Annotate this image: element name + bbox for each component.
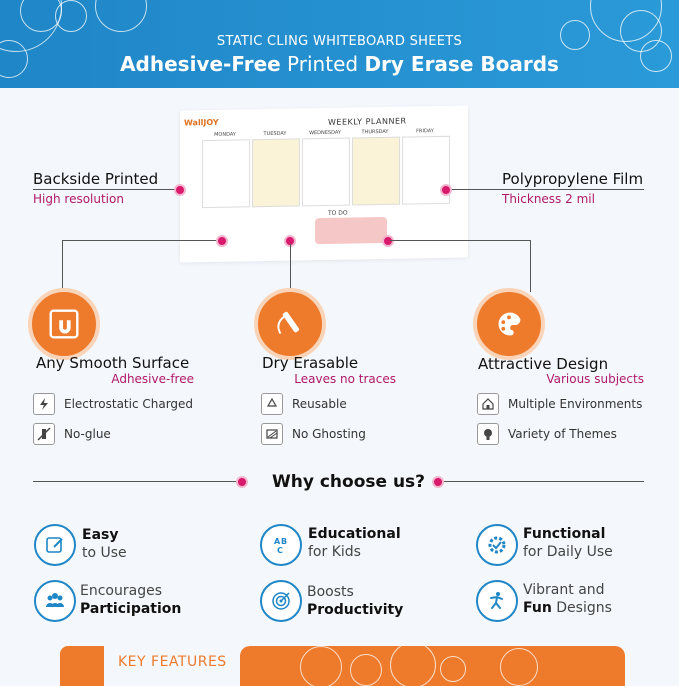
target-icon	[260, 580, 302, 622]
abc-blocks-icon	[260, 524, 302, 566]
wipe-icon	[261, 423, 283, 445]
recycle-icon	[261, 393, 283, 415]
gear-check-icon	[476, 524, 518, 566]
planner-day: FRIDAY	[416, 128, 434, 135]
lightbulb-icon	[477, 423, 499, 445]
divider-dot	[432, 476, 444, 488]
divider-dot	[236, 476, 248, 488]
planner-day: MONDAY	[214, 131, 236, 138]
feature-item: Electrostatic Charged	[33, 393, 193, 415]
easy-edit-icon	[34, 524, 76, 566]
why-heading: Why choose us?	[272, 472, 426, 492]
callout-backside-sub: High resolution	[33, 192, 124, 206]
planner-day: THURSDAY	[361, 128, 389, 136]
connector-dot	[382, 235, 394, 247]
no-glue-icon	[33, 423, 55, 445]
callout-backside-title: Backside Printed	[33, 170, 159, 188]
feature-title: Any Smooth Surface	[36, 354, 190, 372]
svg-text:C: C	[277, 546, 283, 555]
feature-dry-erase-icon	[254, 288, 326, 360]
planner-todo-label: TO DO	[328, 209, 348, 217]
dancing-person-icon	[476, 580, 518, 622]
feature-item: Multiple Environments	[477, 393, 642, 415]
people-icon	[34, 580, 76, 622]
feature-smooth-surface-icon	[28, 288, 100, 360]
feature-item: Reusable	[261, 393, 347, 415]
why-card: Encourages Participation	[80, 583, 182, 617]
callout-dot	[174, 184, 186, 196]
callout-film-sub: Thickness 2 mil	[502, 192, 595, 206]
why-card: Easy to Use	[82, 527, 127, 561]
feature-sub: Various subjects	[546, 372, 644, 386]
svg-text:A: A	[274, 537, 281, 546]
planner-logo: WallJOY	[184, 117, 219, 128]
planner-title: WEEKLY PLANNER	[328, 116, 407, 127]
key-features-tab	[60, 646, 104, 686]
feature-item: Variety of Themes	[477, 423, 617, 445]
feature-item: No Ghosting	[261, 423, 366, 445]
svg-text:B: B	[281, 537, 288, 546]
planner-day: TUESDAY	[263, 130, 287, 138]
feature-sub: Leaves no traces	[294, 372, 396, 386]
feature-design-icon	[473, 288, 545, 360]
header-banner	[0, 0, 679, 88]
house-icon	[477, 393, 499, 415]
header-subtitle: STATIC CLING WHITEBOARD SHEETS	[216, 34, 463, 49]
why-card: Functional for Daily Use	[523, 526, 613, 560]
feature-item: No-glue	[33, 423, 111, 445]
feature-sub: Adhesive-free	[111, 372, 194, 386]
feature-title: Dry Erasable	[262, 354, 359, 372]
feature-title: Attractive Design	[478, 355, 609, 373]
why-card: Educational for Kids	[308, 526, 401, 560]
key-features-banner	[240, 646, 625, 686]
connector-dot	[216, 235, 228, 247]
planner-todo-box	[315, 217, 387, 244]
lightning-icon	[33, 393, 55, 415]
why-card: Vibrant and Fun Designs	[523, 582, 612, 616]
callout-film-title: Polypropylene Film	[502, 170, 644, 188]
why-card: Boosts Productivity	[307, 584, 404, 618]
header-title: Adhesive-Free Printed Dry Erase Boards	[120, 52, 559, 76]
planner-day: WEDNESDAY	[309, 129, 341, 137]
key-features-label: KEY FEATURES	[118, 654, 227, 670]
callout-dot	[440, 184, 452, 196]
